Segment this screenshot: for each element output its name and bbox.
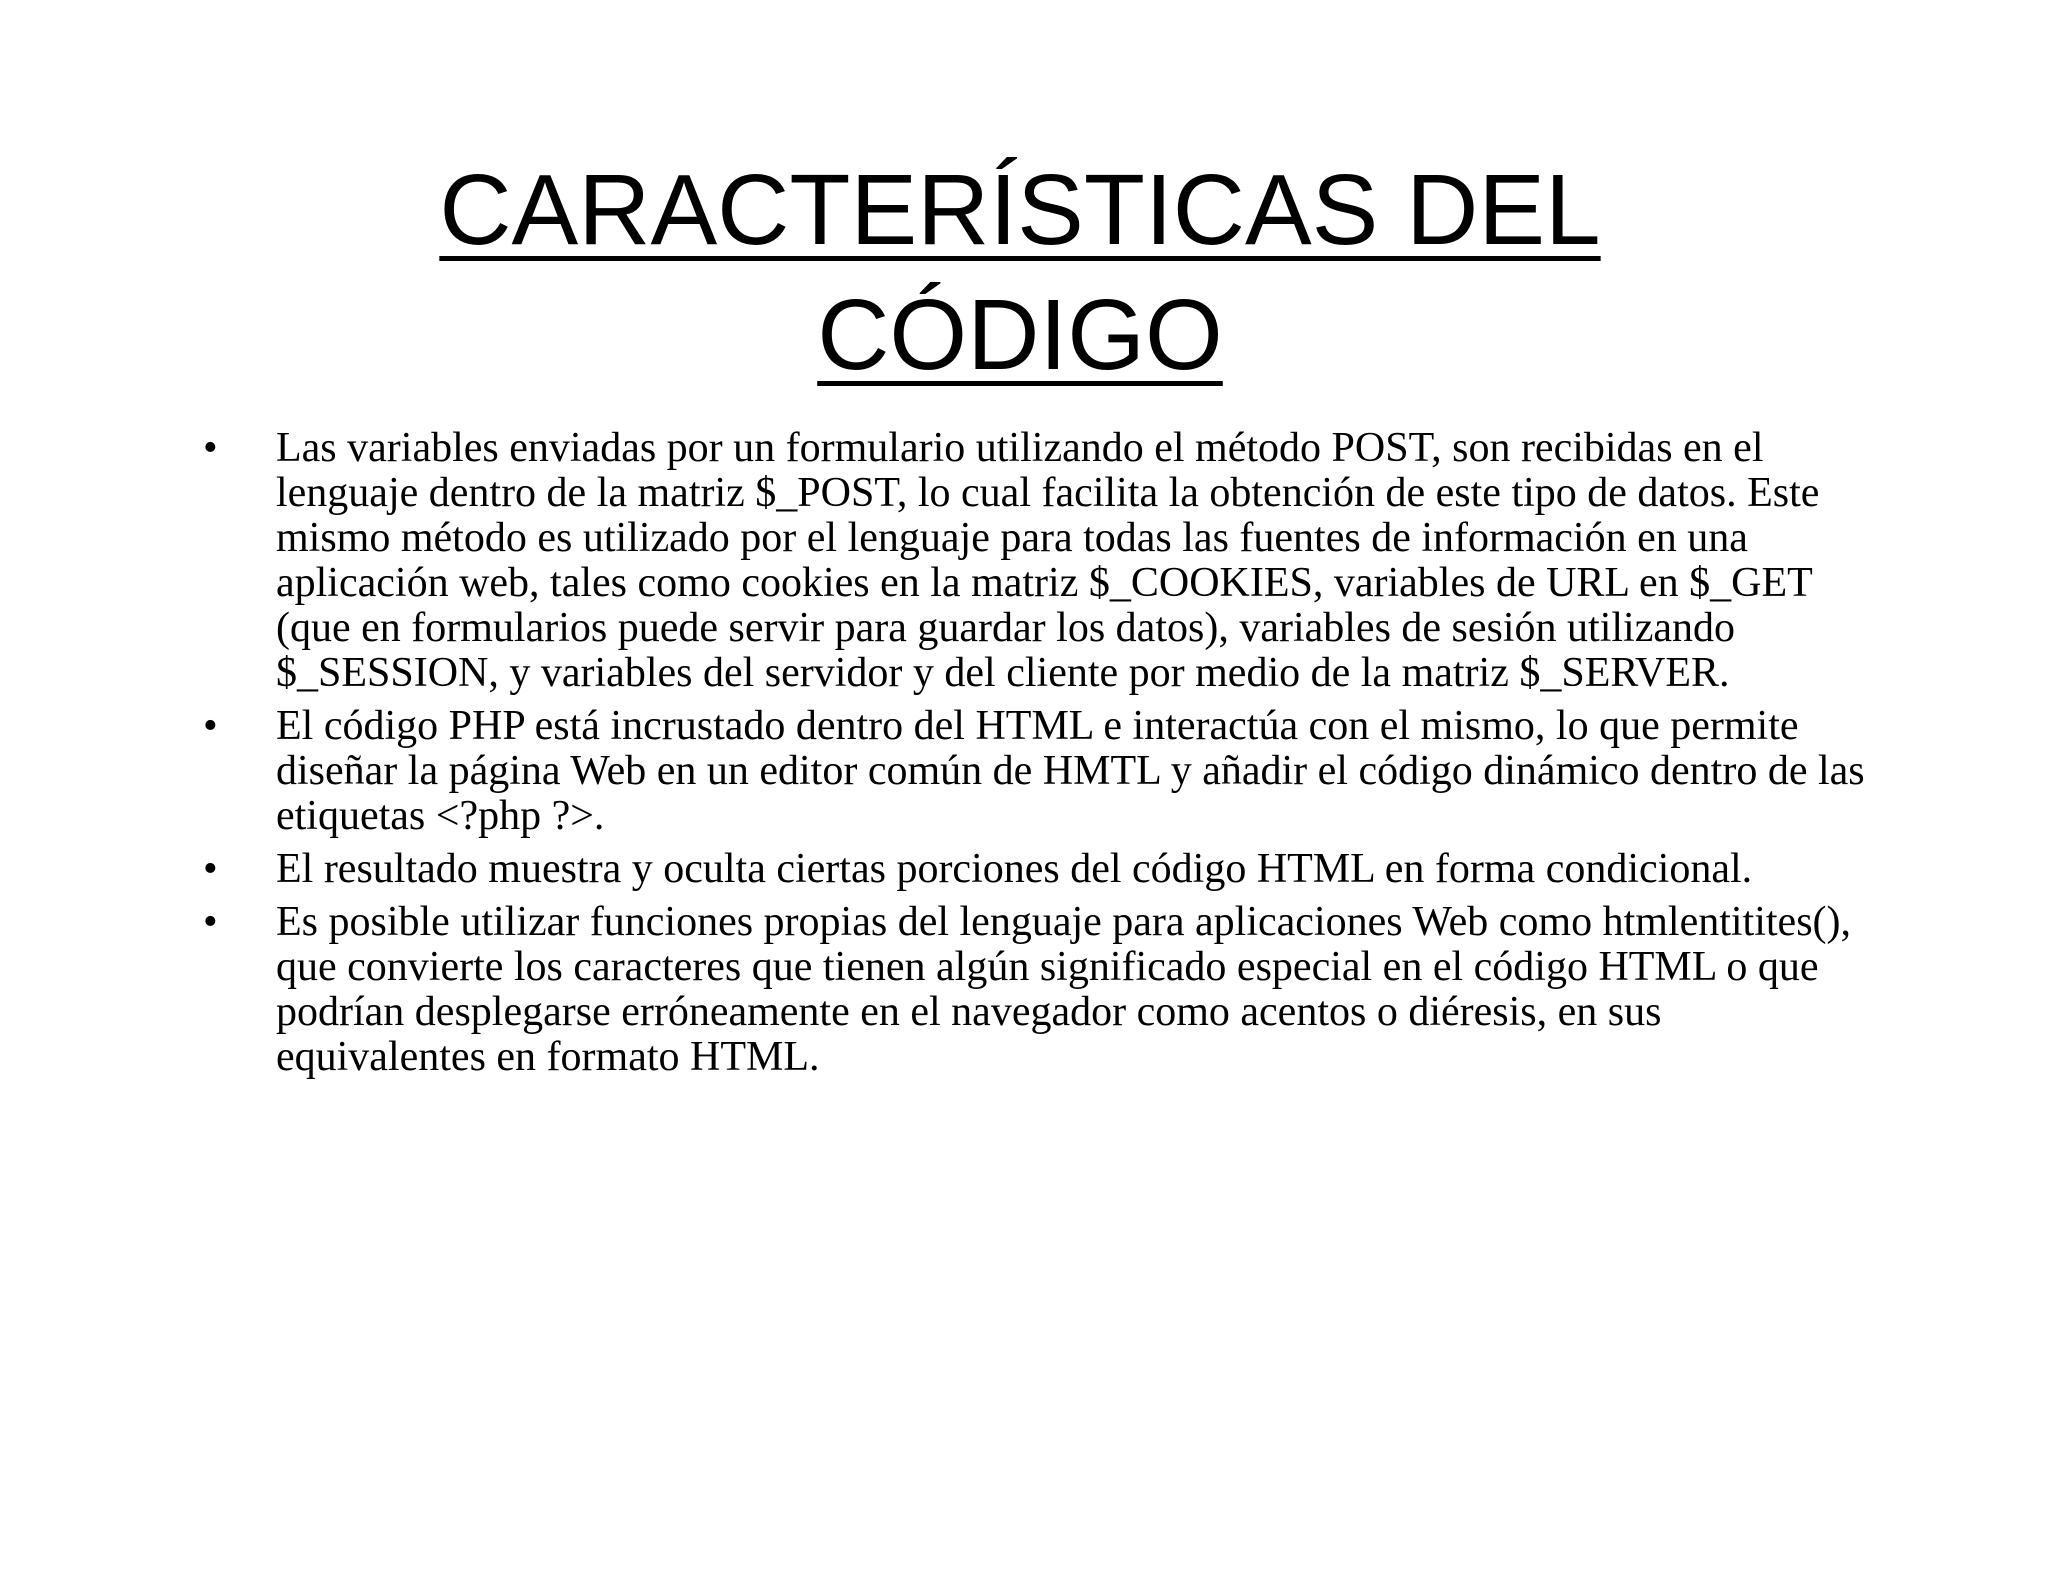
bullet-icon: • xyxy=(203,899,218,945)
bullet-icon: • xyxy=(203,425,218,471)
bullet-text: El resultado muestra y oculta ciertas porciones del código HTML en forma condicional. xyxy=(276,846,1753,892)
bullet-item xyxy=(203,425,1876,696)
bullet-text: El código PHP está incrustado dentro del HTML e interactúa con el mismo, lo que permite diseñar la página Web en un editor común de HMTL y añadir el código dinámico dentro de las etiquetas <?php ?>. xyxy=(276,703,1865,839)
slide-title-line-1: CARACTERÍSTICAS DEL xyxy=(439,154,1601,266)
bullet-icon: • xyxy=(203,703,218,749)
bullet-text: Las variables enviadas por un formulario utilizando el método POST, son recibidas en el lenguaje dentro de la matriz $_POST, lo cual facilita la obtención de este tipo de datos. Este mismo método es utilizado por el lenguaje para todas las fuentes de información en una aplicación web, tales como cookies en la matriz $_COOKIES, variables de URL en $_GET (que en formularios puede servir para guardar los datos), variables de sesión utilizando $_SESSION, y variables del servidor y del cliente por medio de la matriz $_SERVER. xyxy=(276,425,1820,696)
slide-title-line-2: CÓDIGO xyxy=(817,279,1223,391)
bullet-item xyxy=(203,846,1876,892)
bullet-icon: • xyxy=(203,846,218,892)
bullet-item xyxy=(203,899,1876,1080)
bullet-text: Es posible utilizar funciones propias del lenguaje para aplicaciones Web como htmlentitites(), que convierte los caracteres que tienen algún significado especial en el código HTML o que podrían desplegarse erróneamente en el navegador como acentos o diéresis, en sus equivalentes en formato HTML. xyxy=(276,899,1852,1080)
bullet-item xyxy=(203,703,1876,839)
slide-title xyxy=(200,148,1840,398)
bullet-list xyxy=(203,425,1876,1088)
